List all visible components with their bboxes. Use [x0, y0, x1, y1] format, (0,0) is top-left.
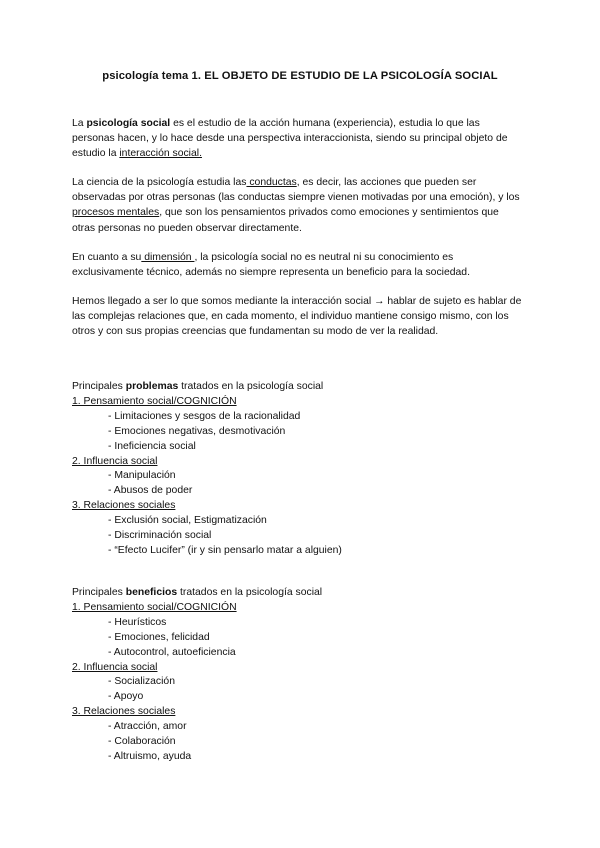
list-item: - Manipulación — [108, 470, 176, 482]
benefits-category-2: 2. Influencia social — [72, 661, 158, 673]
p3-text-pre: En cuanto a su — [72, 252, 142, 263]
benefits-heading-post: tratados en la psicología social — [177, 587, 323, 598]
document-title: psicología tema 1. EL OBJETO DE ESTUDIO DE LA PSICOLOGÍA SOCIAL — [102, 70, 498, 82]
benefits-category-1: 1. Pensamiento social/COGNICIÓN — [72, 601, 237, 613]
list-item: - Emociones, felicidad — [108, 631, 210, 643]
paragraph-interaccion: Hemos llegado a ser lo que somos mediante la interacción social → hablar de sujeto es hablar de las complejas relaciones que, en cada momento, el individuo mantiene consigo mismo, con los otros y con sus propias creencias que fundamentan su modo de ver la realidad. — [72, 296, 522, 338]
paragraph-definition — [72, 116, 522, 162]
list-item: - Apoyo — [108, 691, 144, 703]
list-item: - Colaboración — [108, 736, 176, 748]
p1-bold-term: psicología social — [86, 118, 171, 129]
benefits-heading-bold: beneficios — [125, 587, 178, 598]
p1-text-pre: La — [72, 118, 87, 129]
list-item: - Heurísticos — [108, 616, 167, 628]
p1-text-mid: es el estudio de la acción humana (experiencia), estudia lo que las personas hacen, y lo hace desde una perspectiva interaccionista, siendo su principal objeto de estudio la — [72, 118, 508, 160]
problems-category-1: 1. Pensamiento social/COGNICIÓN — [72, 395, 237, 407]
benefits-category-3: 3. Relaciones sociales — [72, 706, 176, 718]
problems-heading-post: tratados en la psicología social — [178, 381, 324, 392]
p1-underlined-term: interacción social. — [119, 148, 202, 160]
problems-category-3: 3. Relaciones sociales — [72, 500, 176, 512]
list-item: - Ineficiencia social — [108, 440, 196, 452]
benefits-section — [72, 586, 532, 765]
benefits-heading-pre: Principales — [72, 587, 126, 598]
paragraph-conductas — [72, 175, 522, 236]
p2-underlined-procesos: procesos mentales — [72, 207, 160, 219]
problems-heading-pre: Principales — [72, 381, 126, 392]
problems-section — [72, 380, 532, 559]
p2-text-post: , que son los pensamientos privados como emociones y sentimientos que otras personas no pueden observar directamente. — [72, 207, 499, 234]
benefits-heading — [72, 586, 532, 601]
list-item: - Altruismo, ayuda — [108, 750, 192, 762]
p2-underlined-conductas: conductas — [246, 177, 297, 188]
list-item: - Autocontrol, autoeficiencia — [108, 646, 236, 658]
problems-category-2: 2. Influencia social — [72, 455, 158, 467]
list-item: - Emociones negativas, desmotivación — [108, 425, 286, 437]
list-item: - Discriminación social — [108, 530, 212, 542]
p2-text-pre: La ciencia de la psicología estudia las — [72, 177, 247, 188]
problems-heading-bold: problemas — [125, 381, 179, 392]
list-item: - “Efecto Lucifer” (ir y sin pensarlo matar a alguien) — [108, 544, 342, 556]
paragraph-dimension — [72, 250, 522, 280]
list-item: - Abusos de poder — [108, 485, 193, 497]
list-item: - Atracción, amor — [108, 721, 187, 733]
list-item: - Exclusión social, Estigmatización — [108, 515, 267, 527]
list-item: - Limitaciones y sesgos de la racionalidad — [108, 410, 301, 422]
p3-underlined-dimension: dimensión — [141, 252, 195, 263]
p2-text-mid: , es decir, las acciones que pueden ser observadas por otras personas (las conductas siempre vienen motivadas por una emoción), y los — [72, 177, 520, 204]
p3-text-post: , la psicología social no es neutral ni su conocimiento es exclusivamente técnico, además no siempre representa un beneficio para la sociedad. — [72, 252, 470, 279]
list-item: - Socialización — [108, 676, 175, 688]
problems-heading — [72, 380, 532, 395]
